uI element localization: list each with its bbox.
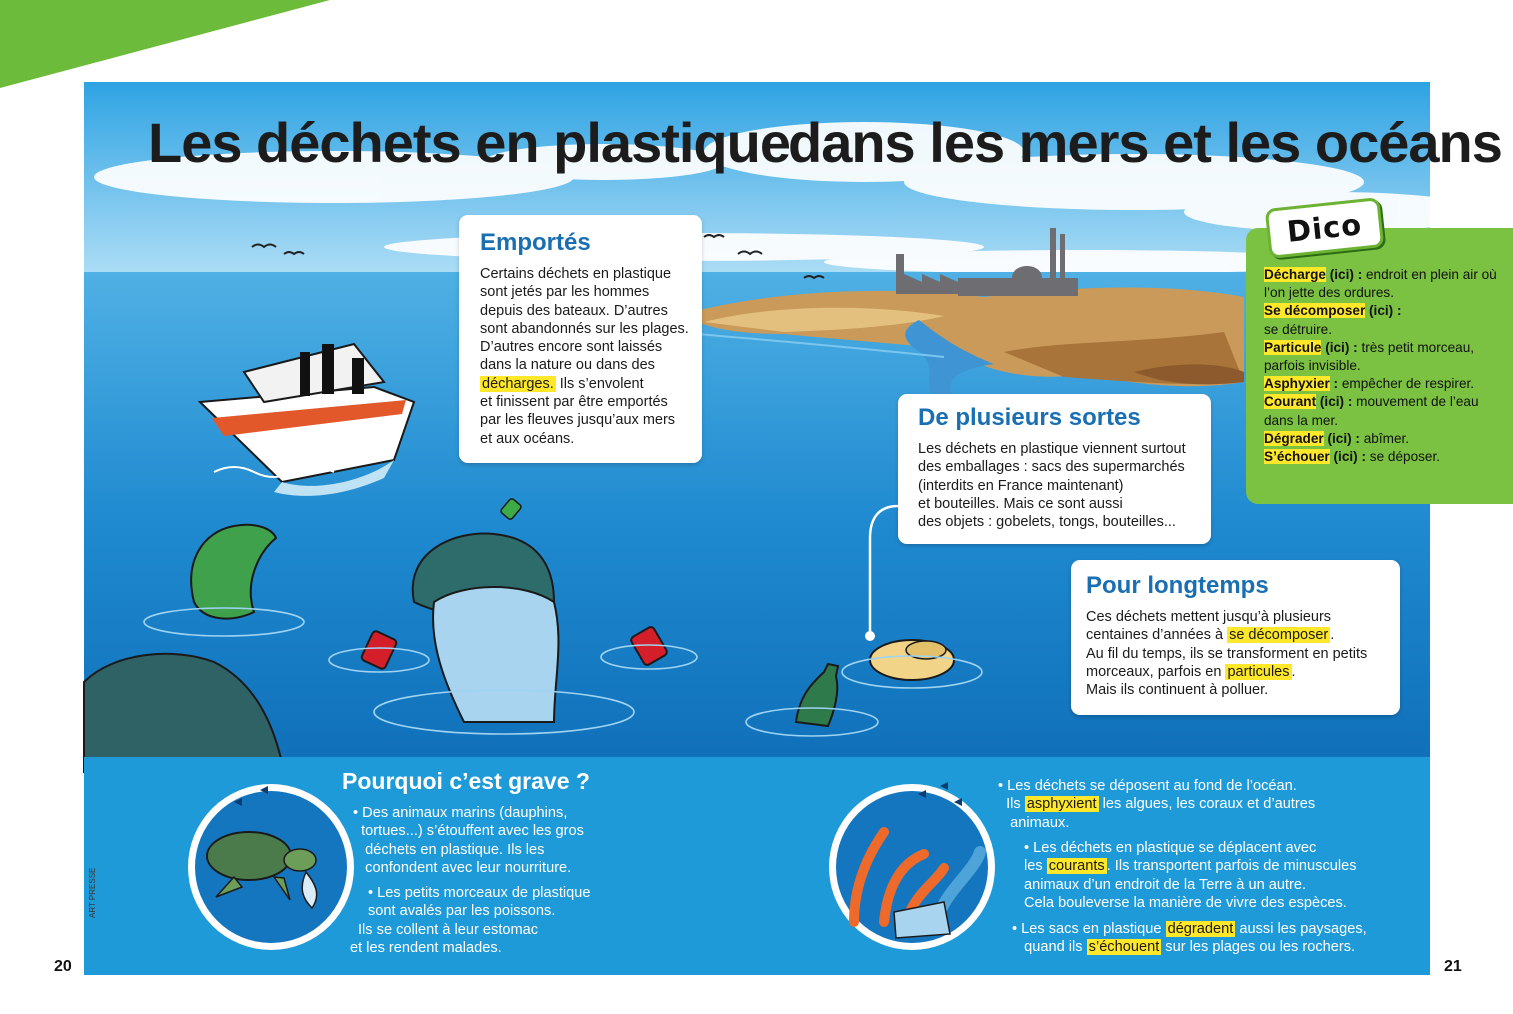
dico-paren: (ici) : — [1321, 339, 1362, 355]
dico-entry — [1264, 266, 1507, 302]
text-line: et bouteilles. Mais ce sont aussi — [918, 495, 1123, 512]
dico-term: S’échouer — [1264, 449, 1330, 465]
text-line: depuis des bateaux. D’autres — [480, 302, 668, 319]
text-line: • Les petits morceaux de plastique — [368, 885, 591, 901]
dico-paren: (ici) : — [1365, 303, 1402, 319]
text-line: . — [1330, 627, 1335, 644]
page-number-right: 21 — [1444, 958, 1462, 975]
card-longtemps-heading: Pour longtemps — [1086, 572, 1269, 599]
text-line: et aux océans. — [480, 430, 575, 447]
text-line: sont avalés par les poissons. — [368, 903, 556, 920]
page-number-left: 20 — [54, 958, 72, 975]
credit-text: ART PRESSE — [88, 867, 97, 918]
dico-definition: abîmer. — [1363, 430, 1410, 446]
highlight-asphyxient: asphyxient — [1026, 796, 1097, 813]
card-emportes — [459, 215, 702, 463]
text-line: Ils se collent à leur estomac — [358, 921, 539, 938]
dico-glossary — [1246, 228, 1513, 504]
text-line: • Les sacs en plastique — [1012, 921, 1166, 937]
text-line: Ils s’envolent — [555, 375, 644, 392]
text-line: sur les plages ou les rochers. — [1161, 939, 1356, 956]
highlight-decharges: décharges. — [482, 375, 554, 392]
text-line: déchets en plastique. Ils les — [365, 841, 545, 858]
text-line: D’autres encore sont laissés — [480, 339, 663, 356]
text-line: • Les déchets se déposent au fond de l’océan. — [998, 778, 1297, 794]
highlight-particules: particules — [1227, 663, 1290, 680]
turtle-circle — [188, 784, 354, 950]
text-line: Au fil du temps, ils se transforment en petits — [1086, 645, 1368, 662]
dico-label-text: Dico — [1285, 207, 1364, 249]
card-emportes-text — [480, 265, 690, 448]
text-line: et les rendent malades. — [350, 939, 502, 956]
dico-definition: très petit morceau, parfois invisible. — [1264, 339, 1475, 374]
dico-entry — [1264, 302, 1507, 338]
highlight-se-decomposer: se décomposer — [1229, 627, 1329, 644]
card-sortes-text — [918, 440, 1201, 531]
text-line: et finissent par être emportés — [480, 394, 668, 411]
text-line: • Les déchets en plastique se déplacent avec — [1024, 840, 1317, 856]
card-pour-longtemps — [1071, 560, 1400, 715]
text-line: (interdits en France maintenant) — [918, 477, 1124, 494]
dico-definition: se déposer. — [1369, 449, 1441, 465]
dico-term: Dégrader — [1264, 430, 1324, 446]
dico-term: Décharge — [1264, 267, 1326, 282]
highlight-degradent: dégradent — [1167, 921, 1234, 937]
text-line: . Ils transportent parfois de minuscules — [1106, 858, 1357, 875]
dico-term: Courant — [1264, 394, 1317, 410]
highlight-courants: courants — [1048, 858, 1105, 875]
text-line: morceaux, parfois en — [1086, 663, 1226, 680]
card-sortes-heading: De plusieurs sortes — [918, 404, 1141, 431]
card-longtemps-text — [1086, 608, 1390, 699]
dico-entry — [1264, 430, 1507, 448]
fond-bullet-2 — [1024, 839, 1357, 912]
text-line: . — [1291, 663, 1296, 680]
text-line: tortues...) s’étouffent avec les gros — [361, 823, 584, 840]
dico-entry — [1264, 393, 1507, 429]
page-title-part-2: dans les mers et les océans — [788, 111, 1502, 174]
dico-definition: endroit en plein air où l’on jette des ordures. — [1264, 267, 1497, 301]
card-plusieurs-sortes — [898, 394, 1211, 544]
dico-entry — [1264, 375, 1507, 393]
grave-bullet-2 — [350, 884, 591, 957]
dico-paren: (ici) : — [1316, 394, 1357, 410]
dico-entry — [1264, 339, 1507, 375]
dico-definition: se détruire. — [1264, 321, 1333, 337]
dico-term: Se décomposer — [1264, 303, 1366, 319]
text-line: par les fleuves jusqu’aux mers — [480, 412, 676, 429]
text-line: Cela bouleverse la manière de vivre des espèces. — [1024, 894, 1347, 911]
text-line: Ils — [1006, 796, 1025, 813]
highlight-s-echouent: s’échouent — [1088, 939, 1160, 956]
dico-term: Particule — [1264, 339, 1322, 355]
text-line: Certains déchets en plastique — [480, 266, 672, 282]
text-line: dans la nature ou dans des — [480, 357, 655, 374]
text-line: Mais ils continuent à polluer. — [1086, 682, 1269, 699]
text-line: aussi les paysages, — [1235, 921, 1367, 937]
text-line: confondent avec leur nourriture. — [365, 859, 572, 876]
text-line: des emballages : sacs des supermarchés — [918, 459, 1185, 476]
text-line: quand ils — [1024, 939, 1087, 956]
text-line: Ces déchets mettent jusqu’à plusieurs — [1086, 609, 1332, 625]
text-line: animaux. — [1010, 814, 1070, 831]
grave-bullet-1 — [353, 804, 584, 877]
dico-paren: : — [1329, 376, 1342, 392]
fond-bullet-3 — [1012, 920, 1367, 957]
dico-definition: mouvement de l’eau dans la mer. — [1264, 394, 1479, 428]
fond-bullet-1 — [998, 777, 1315, 832]
dico-paren: (ici) : — [1325, 267, 1366, 282]
text-line: • Des animaux marins (dauphins, — [353, 805, 568, 821]
text-line: Les déchets en plastique viennent surtout — [918, 441, 1186, 457]
dico-term: Asphyxier — [1264, 376, 1330, 392]
dico-entry — [1264, 448, 1507, 466]
text-line: sont jetés par les hommes — [480, 284, 650, 301]
card-emportes-heading: Emportés — [480, 229, 591, 256]
text-line: centaines d’années à — [1086, 627, 1228, 644]
text-line: sont abandonnés sur les plages. — [480, 320, 689, 337]
dico-definition: empêcher de respirer. — [1341, 376, 1475, 392]
text-line: les — [1024, 858, 1047, 875]
text-line: les algues, les coraux et d’autres — [1098, 796, 1316, 813]
grave-heading: Pourquoi c’est grave ? — [342, 768, 590, 794]
text-line: animaux d’un endroit de la Terre à un autre. — [1024, 876, 1307, 893]
dico-paren: (ici) : — [1329, 449, 1370, 465]
page-title-part-1: Les déchets en plastique — [148, 111, 790, 174]
dico-paren: (ici) : — [1323, 430, 1364, 446]
corner-tab — [0, 0, 330, 88]
text-line: des objets : gobelets, tongs, bouteilles... — [918, 514, 1176, 531]
